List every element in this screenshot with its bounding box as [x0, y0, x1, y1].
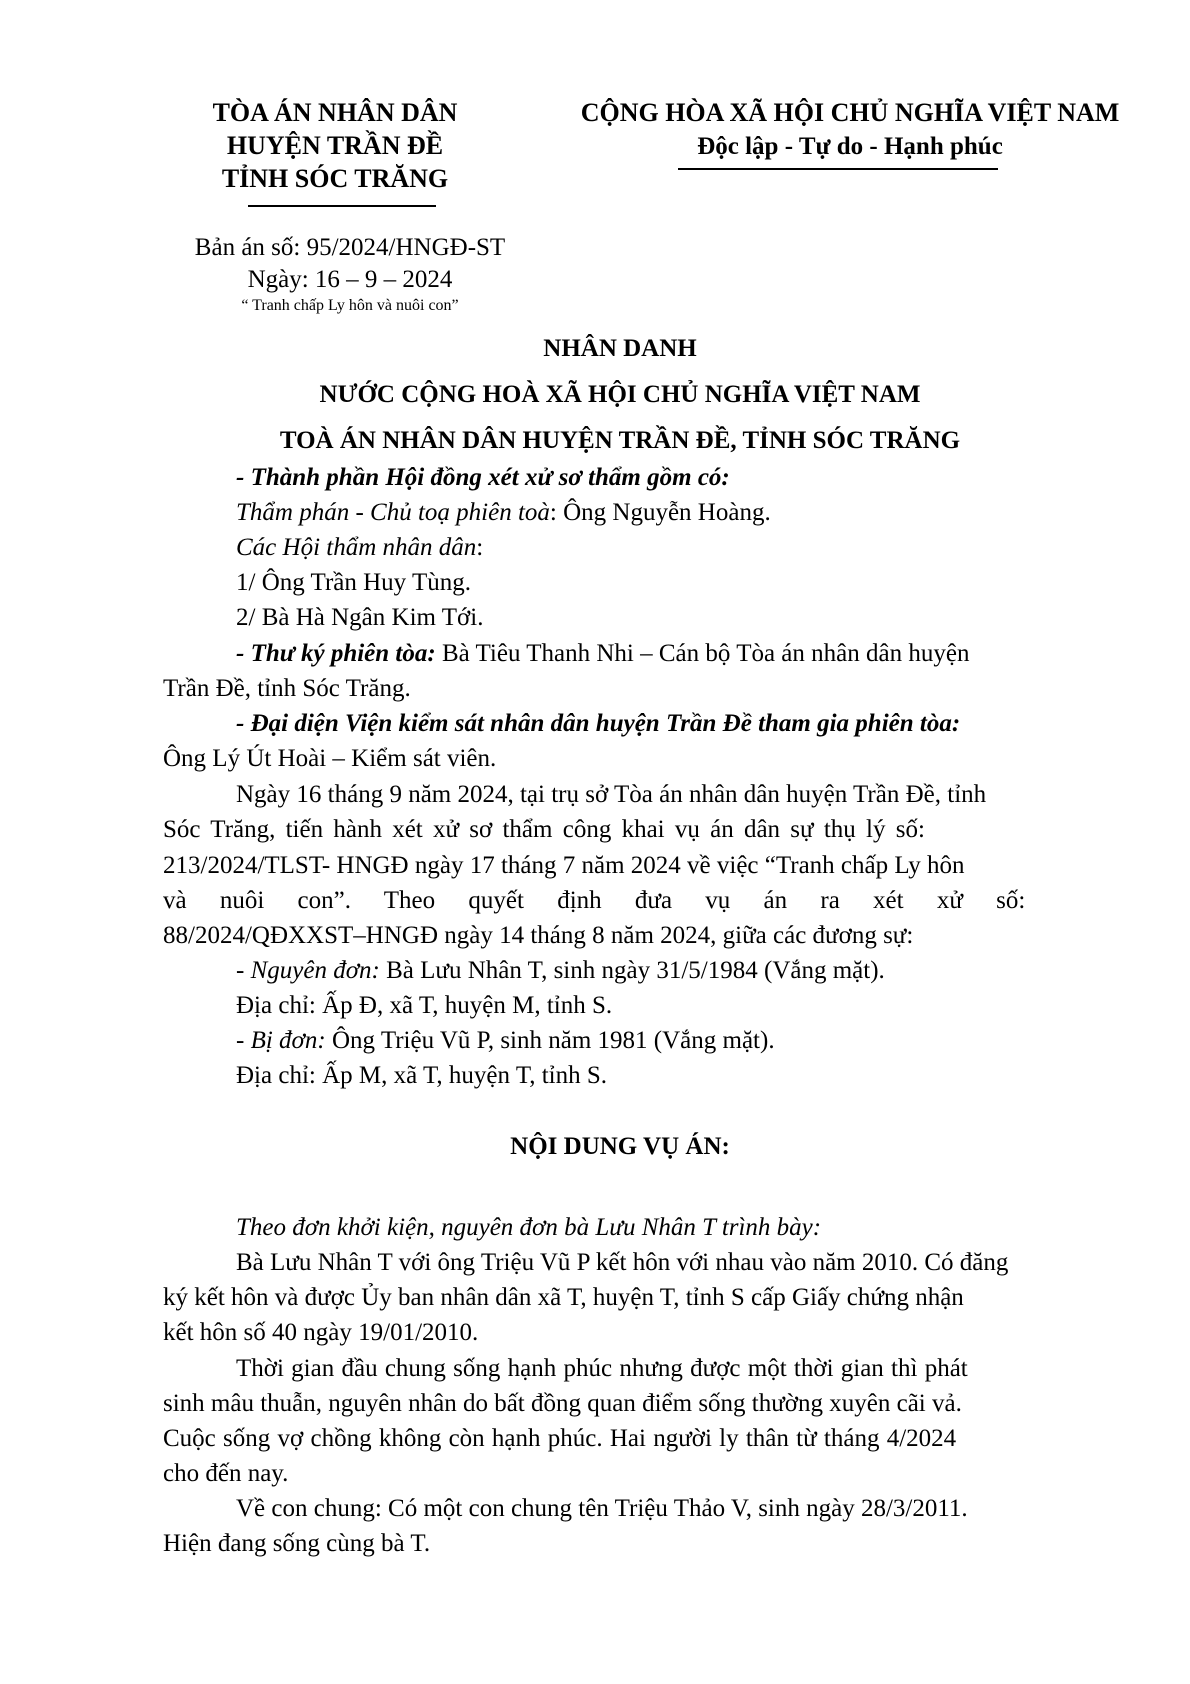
title-line-3: TOÀ ÁN NHÂN DÂN HUYỆN TRẦN ĐỀ, TỈNH SÓC TRĂNG	[279, 427, 961, 454]
intro-line-1: Ngày 16 tháng 9 năm 2024, tại trụ sở Tòa án nhân dân huyện Trần Đề, tỉnh	[236, 781, 987, 808]
nation-title: CỘNG HÒA XÃ HỘI CHỦ NGHĨA VIỆT NAM	[580, 98, 1120, 127]
title-line-2: NƯỚC CỘNG HOÀ XÃ HỘI CHỦ NGHĨA VIỆT NAM	[319, 381, 921, 408]
clerk-label: - Thư ký phiên tòa:	[236, 640, 436, 667]
defendant-address: Địa chỉ: Ấp M, xã T, huyện T, tỉnh S.	[236, 1062, 608, 1089]
nation-block	[535, 96, 1165, 129]
clerk-value-1: Bà Tiêu Thanh Nhi – Cán bộ Tòa án nhân dân huyện	[435, 640, 970, 667]
court-underline	[248, 205, 436, 207]
defendant-line	[236, 1024, 775, 1058]
court-name-block	[170, 96, 500, 195]
plaintiff-address: Địa chỉ: Ấp Đ, xã T, huyện M, tỉnh S.	[236, 992, 613, 1019]
defendant-label: - Bị đơn:	[236, 1027, 326, 1054]
intro-line-5: 88/2024/QĐXXST–HNGĐ ngày 14 tháng 8 năm 2024, giữa các đương sự:	[163, 922, 914, 949]
case-number: Bản án số: 95/2024/HNGĐ-ST	[194, 234, 506, 261]
intro-line-2: Sóc Trăng, tiến hành xét xử sơ thẩm công khai vụ án dân sự thụ lý số:	[163, 816, 925, 843]
content-heading: NỘI DUNG VỤ ÁN:	[510, 1133, 730, 1160]
p1-line-1: Bà Lưu Nhân T với ông Triệu Vũ P kết hôn với nhau vào năm 2010. Có đăng	[236, 1249, 1009, 1276]
case-subject: “ Tranh chấp Ly hôn và nuôi con”	[241, 297, 459, 314]
p2-line-3: Cuộc sống vợ chồng không còn hạnh phúc. Hai người ly thân từ tháng 4/2024	[163, 1425, 957, 1452]
court-line-3: TỈNH SÓC TRĂNG	[221, 164, 449, 193]
motto: Độc lập - Tự do - Hạnh phúc	[697, 133, 1003, 160]
p2-line-4: cho đến nay.	[163, 1460, 289, 1487]
p3-line-2: Hiện đang sống cùng bà T.	[163, 1530, 431, 1557]
court-line-1: TÒA ÁN NHÂN DÂN	[212, 98, 458, 127]
p1-line-3: kết hôn số 40 ngày 19/01/2010.	[163, 1319, 479, 1346]
panel-heading: - Thành phần Hội đồng xét xử sơ thẩm gồm có:	[236, 464, 730, 491]
clerk-line-2: Trần Đề, tỉnh Sóc Trăng.	[163, 675, 411, 702]
juror-2: 2/ Bà Hà Ngân Kim Tới.	[236, 604, 484, 631]
juror-1: 1/ Ông Trần Huy Tùng.	[236, 569, 471, 596]
content-lead: Theo đơn khởi kiện, nguyên đơn bà Lưu Nhân T trình bày:	[236, 1214, 822, 1241]
judge-line	[236, 496, 771, 530]
judge-label: Thẩm phán - Chủ toạ phiên toà	[236, 499, 550, 526]
intro-line-3: 213/2024/TLST- HNGĐ ngày 17 tháng 7 năm 2024 về việc “Tranh chấp Ly hôn	[163, 852, 965, 879]
procuracy-label: - Đại diện Viện kiểm sát nhân dân huyện Trần Đề tham gia phiên tòa:	[236, 710, 961, 737]
plaintiff-label: - Nguyên đơn:	[236, 957, 380, 984]
p3-line-1: Về con chung: Có một con chung tên Triệu Thảo V, sinh ngày 28/3/2011.	[236, 1495, 968, 1522]
plaintiff-line	[236, 954, 885, 988]
p2-line-1: Thời gian đầu chung sống hạnh phúc nhưng được một thời gian thì phát	[236, 1355, 968, 1382]
p2-line-2: sinh mâu thuẫn, nguyên nhân do bất đồng quan điểm sống thường xuyên cãi vả.	[163, 1390, 962, 1417]
jurors-colon: :	[476, 534, 484, 561]
jurors-label: Các Hội thẩm nhân dân	[236, 534, 477, 561]
defendant-value: Ông Triệu Vũ P, sinh năm 1981 (Vắng mặt).	[325, 1027, 775, 1054]
procuracy-value: Ông Lý Út Hoài – Kiểm sát viên.	[163, 745, 497, 772]
case-date: Ngày: 16 – 9 – 2024	[247, 266, 453, 293]
clerk-line-1	[236, 637, 969, 671]
jurors-line	[236, 531, 483, 565]
intro-line-4: và nuôi con”. Theo quyết định đưa vụ án ra xét xử số:	[163, 887, 1026, 914]
title-line-1: NHÂN DANH	[543, 335, 697, 362]
judge-value: : Ông Nguyễn Hoàng.	[549, 499, 771, 526]
p1-line-2: ký kết hôn và được Ủy ban nhân dân xã T, huyện T, tỉnh S cấp Giấy chứng nhận	[163, 1284, 964, 1311]
plaintiff-value: Bà Lưu Nhân T, sinh ngày 31/5/1984 (Vắng mặt).	[379, 957, 885, 984]
motto-underline	[678, 168, 998, 170]
court-line-2: HUYỆN TRẦN ĐỀ	[226, 131, 444, 160]
